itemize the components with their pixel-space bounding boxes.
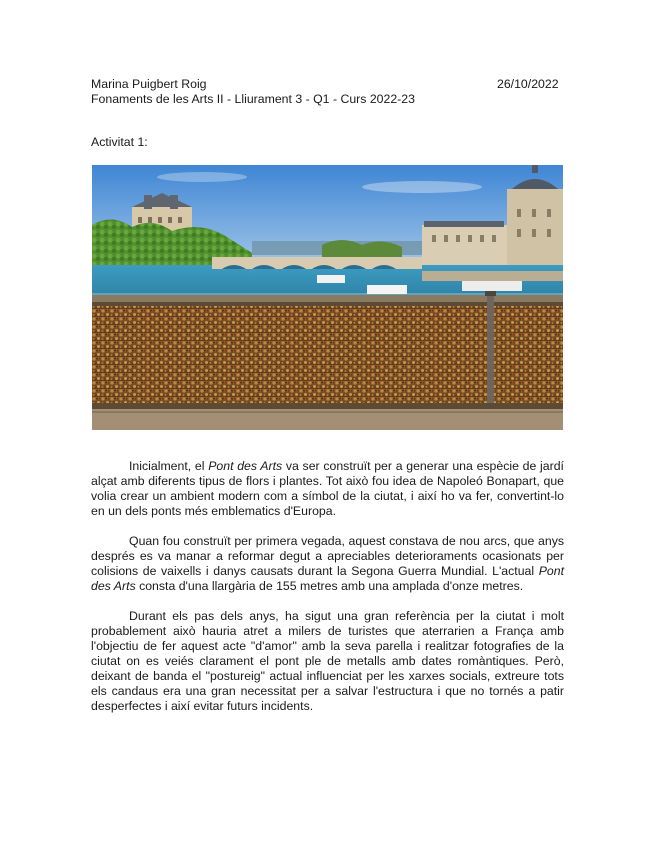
boat <box>462 281 522 291</box>
body-text <box>91 459 564 729</box>
pont-des-arts-photo <box>92 165 563 430</box>
document-date: 26/10/2022 <box>497 77 559 91</box>
activity-heading: Activitat 1: <box>91 135 148 149</box>
paragraph-1: Inicialment, el Pont des Arts va ser construït per a generar una espècie de jardí alçat amb diferents tipus de flors i plantes. Tot això fou idea de Napoleó Bonapart, que volia crear un ambient modern com a símbol de la ciutat, i així ho va fer, convertint-lo en un dels ponts més emblematics d'Europa. <box>91 459 564 518</box>
paragraph-3: Durant els pas dels anys, ha sigut una gran referència per la ciutat i molt probablement això hauria atret a milers de turistes que aterrarien a França amb l'objectiu de fer aquest acte "d'amor" amb la seva parella i realitzar fotografies de la ciutat on es veiés clarament el pont ple de metalls amb dates romàntiques. Però, deixant de banda el "postureig" actual influenciat per les xarxes socials, extreure tots els candaus era una gran necessitat per a salvar l'estructura i que no tornés a patir desperfectes i així evitar futurs incidents. <box>91 609 564 713</box>
author-name: Marina Puigbert Roig <box>91 77 207 91</box>
bridge-name-italic: Pont des Arts <box>91 564 564 593</box>
railing-post <box>487 293 494 421</box>
boat <box>317 275 345 283</box>
paragraph-2: Quan fou construït per primera vegada, aquest constava de nou arcs, que anys després es va manar a reformar degut a apreciables deterioraments ocasionats per colisions de vaixells i danys causats durant la Segona Guerra Mundial. L'actual Pont des Arts consta d'una llargària de 155 metres amb una amplada d'onze metres. <box>91 534 564 593</box>
pont-neuf-bridge <box>212 257 422 269</box>
bridge-name-italic: Pont des Arts <box>208 459 283 473</box>
boat <box>367 285 407 294</box>
course-title: Fonaments de les Arts II - Lliurament 3 - Q1 - Curs 2022-23 <box>91 92 415 106</box>
